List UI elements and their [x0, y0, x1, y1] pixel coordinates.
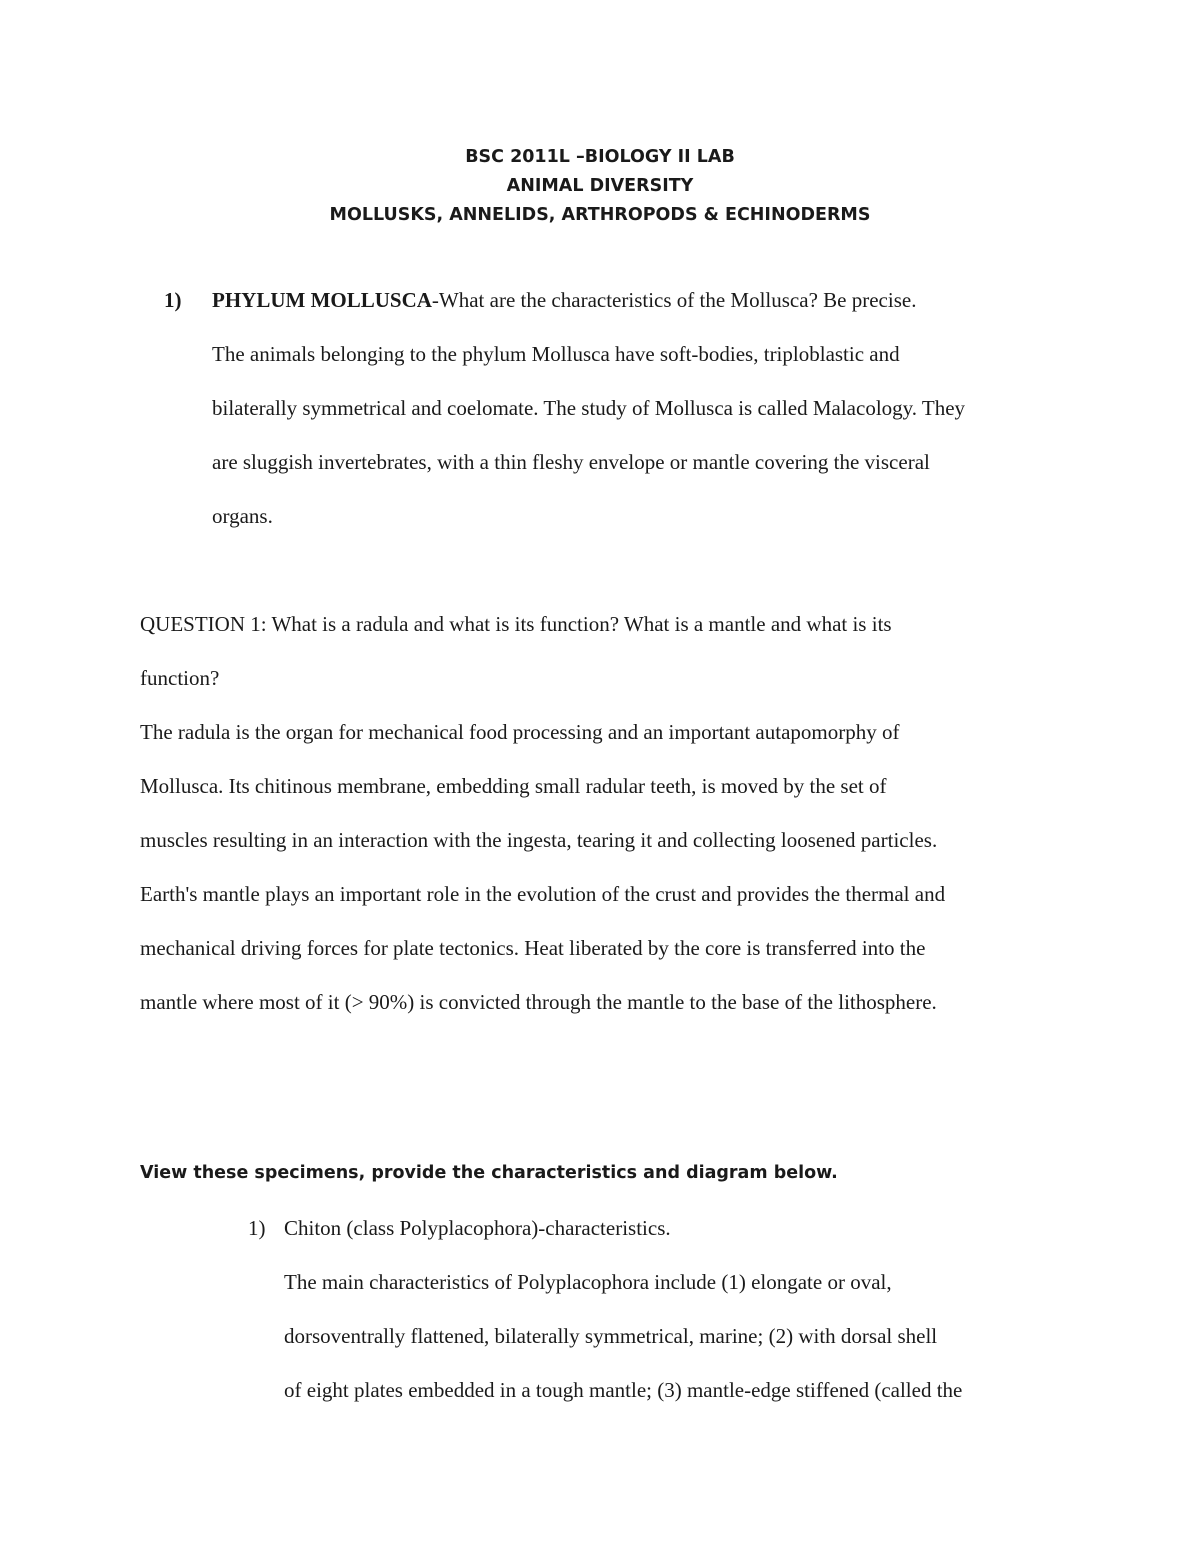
question1-line: function? [140, 666, 220, 690]
doc-title-topic: ANIMAL DIVERSITY [506, 176, 694, 196]
paragraph-line: Earth's mantle plays an important role in the evolution of the crust and provides the thermal and [140, 882, 946, 906]
doc-title-subtitle: MOLLUSKS, ANNELIDS, ARTHROPODS & ECHINODERMS [329, 205, 871, 225]
paragraph-line: muscles resulting in an interaction with the ingesta, tearing it and collecting loosened particles. [140, 828, 938, 852]
specimen1-title: Chiton (class Polyplacophora)-characteristics. [284, 1216, 671, 1240]
section1-number: 1) [164, 288, 182, 312]
paragraph-line: are sluggish invertebrates, with a thin fleshy envelope or mantle covering the visceral [212, 450, 930, 474]
section1-heading-line [212, 287, 916, 313]
doc-title-course: BSC 2011L –BIOLOGY II LAB [465, 147, 735, 167]
paragraph-line: The animals belonging to the phylum Mollusca have soft-bodies, triploblastic and [212, 342, 900, 366]
paragraph-line: mantle where most of it (> 90%) is convicted through the mantle to the base of the lithosphere. [140, 990, 937, 1014]
section1-question: -What are the characteristics of the Mollusca? Be precise. [431, 288, 917, 312]
question1-line: QUESTION 1: What is a radula and what is its function? What is a mantle and what is its [140, 612, 892, 636]
paragraph-line: of eight plates embedded in a tough mantle; (3) mantle-edge stiffened (called the [284, 1378, 963, 1402]
section1-heading: PHYLUM MOLLUSCA [212, 288, 432, 312]
paragraph-line: bilaterally symmetrical and coelomate. The study of Mollusca is called Malacology. They [212, 396, 966, 420]
paragraph-line: Mollusca. Its chitinous membrane, embedding small radular teeth, is moved by the set of [140, 774, 887, 798]
specimen1-number: 1) [248, 1216, 266, 1240]
paragraph-line: dorsoventrally flattened, bilaterally symmetrical, marine; (2) with dorsal shell [284, 1324, 938, 1348]
paragraph-line: The radula is the organ for mechanical food processing and an important autapomorphy of [140, 720, 900, 744]
paragraph-line: mechanical driving forces for plate tectonics. Heat liberated by the core is transferred into the [140, 936, 926, 960]
specimens-heading: View these specimens, provide the characteristics and diagram below. [140, 1163, 838, 1183]
paragraph-line: organs. [212, 504, 273, 528]
paragraph-line: The main characteristics of Polyplacophora include (1) elongate or oval, [284, 1270, 892, 1294]
